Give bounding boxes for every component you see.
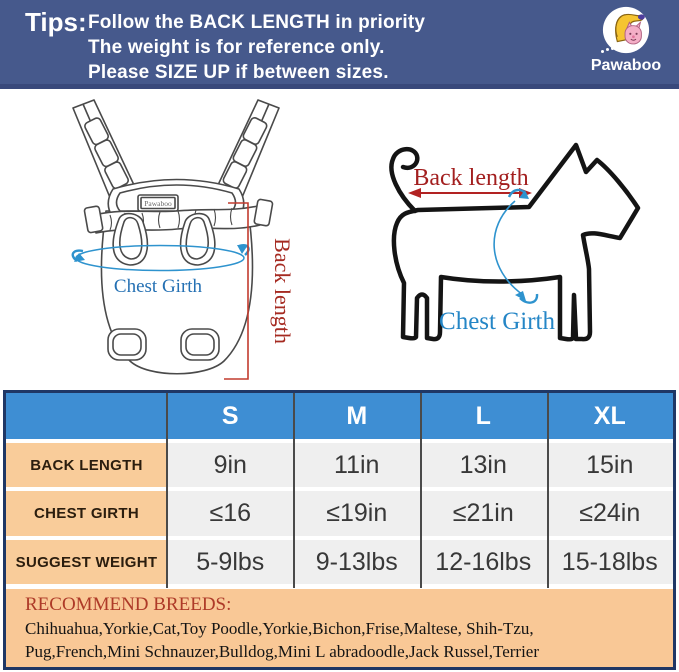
header-cell-empty xyxy=(6,393,167,439)
pawaboo-logo-icon xyxy=(601,5,651,55)
recommend-breeds-section xyxy=(6,589,673,667)
table-cell: 9in xyxy=(167,443,294,487)
breeds-line-2: Pug,French,Mini Schnauzer,Bulldog,Mini L abradoodle,Jack Russel,Terrier xyxy=(25,641,540,661)
carrier-diagram xyxy=(50,95,308,392)
column-separator xyxy=(547,393,549,588)
column-separator xyxy=(166,393,168,588)
header-cell-s: S xyxy=(167,393,294,439)
table-cell: 12-16lbs xyxy=(420,540,547,584)
table-row-suggest-weight xyxy=(6,540,673,584)
table-cell: ≤19in xyxy=(294,491,421,536)
size-table xyxy=(3,390,676,670)
row-label: SUGGEST WEIGHT xyxy=(6,540,167,584)
pawaboo-logo xyxy=(581,5,671,75)
table-cell: 11in xyxy=(294,443,421,487)
dog-diagram xyxy=(345,135,670,365)
tip-line-2: The weight is for reference only. xyxy=(88,37,385,58)
table-cell: 13in xyxy=(420,443,547,487)
table-cell: 15-18lbs xyxy=(547,540,674,584)
tip-line-3: Please SIZE UP if between sizes. xyxy=(88,62,389,83)
breeds-line-1: Chihuahua,Yorkie,Cat,Toy Poodle,Yorkie,Bichon,Frise,Maltese, Shih-Tzu, xyxy=(25,619,534,639)
header-cell-xl: XL xyxy=(547,393,674,439)
column-separator xyxy=(420,393,422,588)
table-row-back-length xyxy=(6,443,673,487)
row-label: BACK LENGTH xyxy=(6,443,167,487)
brand-name: Pawaboo xyxy=(590,57,662,74)
table-row-chest-girth xyxy=(6,491,673,536)
tips-header xyxy=(0,0,679,89)
table-cell: 9-13lbs xyxy=(294,540,421,584)
paw-dots-icon xyxy=(601,50,604,53)
column-separator xyxy=(293,393,295,588)
table-cell: ≤21in xyxy=(420,491,547,536)
carrier-patch-label: Pawaboo xyxy=(144,199,172,208)
row-label: CHEST GIRTH xyxy=(6,491,167,536)
carrier-chest-girth-label: Chest Girth xyxy=(113,276,203,297)
header-cell-m: M xyxy=(294,393,421,439)
header-cell-l: L xyxy=(420,393,547,439)
dog-chest-girth-label: Chest Girth xyxy=(439,308,555,335)
tips-label: Tips: xyxy=(25,7,87,37)
table-header-row xyxy=(6,393,673,439)
dog-back-length-label: Back length xyxy=(413,165,529,191)
table-cell: ≤24in xyxy=(547,491,674,536)
table-cell: 15in xyxy=(547,443,674,487)
tip-line-1: Follow the BACK LENGTH in priority xyxy=(88,12,426,33)
breeds-title: RECOMMEND BREEDS: xyxy=(25,594,232,616)
table-cell: ≤16 xyxy=(167,491,294,536)
carrier-back-length-label: Back length xyxy=(270,238,295,344)
table-cell: 5-9lbs xyxy=(167,540,294,584)
